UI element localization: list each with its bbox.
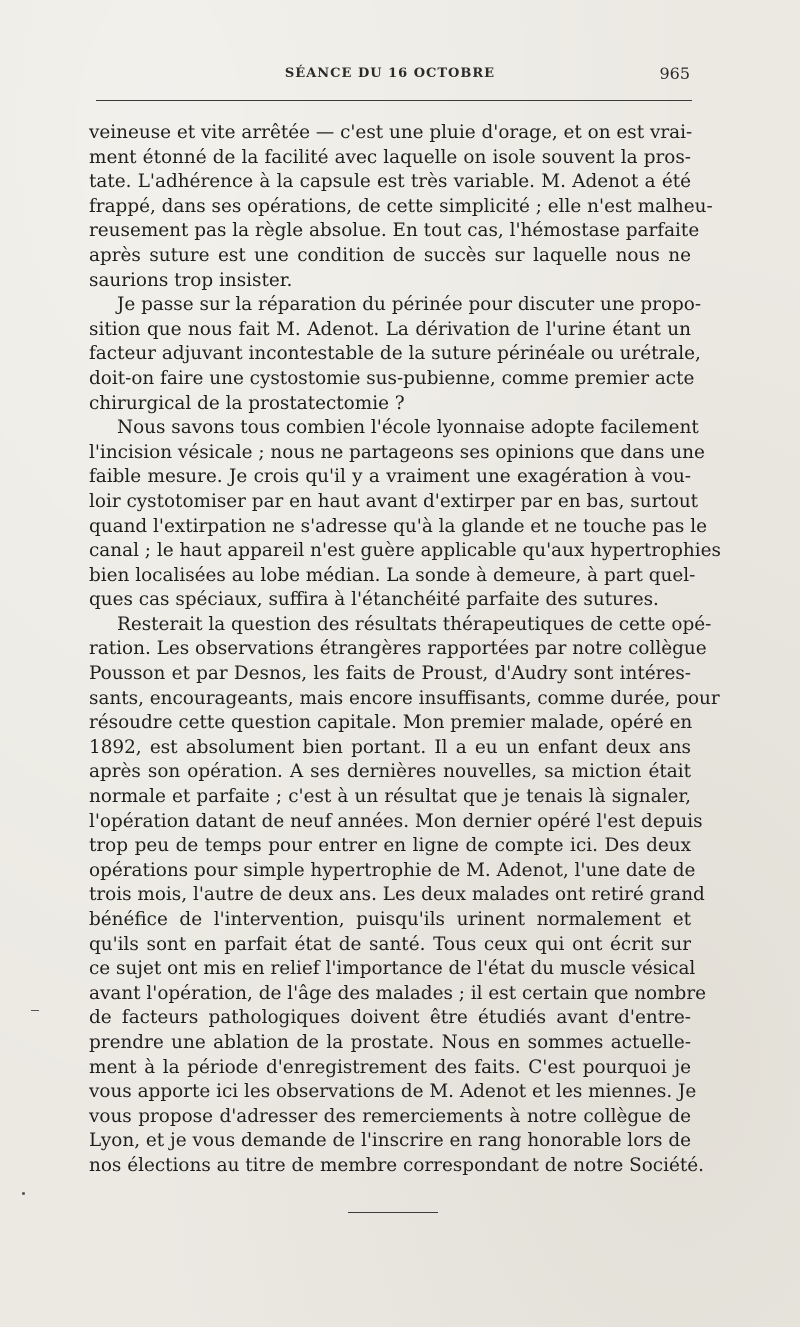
text-line: facteur adjuvant incontestable de la suture périnéale ou urétrale,: [89, 343, 701, 365]
text-line: 1892, est absolument bien portant. Il a eu un enfant deux ans: [89, 736, 691, 758]
header-rule: [96, 100, 692, 101]
text-line: avant l'opération, de l'âge des malades ; il est certain que nombre: [89, 982, 706, 1004]
text-line: Lyon, et je vous demande de l'inscrire en rang honorable lors de: [89, 1130, 691, 1152]
text-line: loir cystotomiser par en haut avant d'extirper par en bas, surtout: [89, 490, 699, 512]
text-line: ment à la période d'enregistrement des faits. C'est pourquoi je: [89, 1056, 691, 1078]
text-line: normale et parfaite ; c'est à un résultat que je tenais là signaler,: [89, 786, 691, 808]
text-line: Nous savons tous combien l'école lyonnaise adopte facilement: [117, 417, 699, 439]
text-line: saurions trop insister.: [89, 269, 293, 291]
text-line: frappé, dans ses opérations, de cette simplicité ; elle n'est malheu-: [89, 195, 713, 217]
header-title: SÉANCE DU 16 OCTOBRE: [284, 66, 496, 81]
running-header: [90, 62, 690, 92]
body-text: [89, 121, 721, 1179]
end-rule: [348, 1212, 438, 1213]
text-line: bien localisées au lobe médian. La sonde à demeure, à part quel-: [89, 564, 696, 586]
text-line: vous apporte ici les observations de M. Adenot et les miennes. Je: [89, 1081, 697, 1103]
text-line: veineuse et vite arrêtée — c'est une pluie d'orage, et on est vrai-: [89, 122, 693, 143]
text-line: faible mesure. Je crois qu'il y a vraiment une exagération à vou-: [89, 466, 691, 488]
text-line: résoudre cette question capitale. Mon premier malade, opéré en: [89, 712, 693, 734]
text-line: après suture est une condition de succès sur laquelle nous ne: [89, 244, 691, 266]
text-line: opérations pour simple hypertrophie de M. Adenot, l'une date de: [89, 859, 696, 881]
text-line: trois mois, l'autre de deux ans. Les deux malades ont retiré grand: [89, 884, 705, 906]
text-line: bénéfice de l'intervention, puisqu'ils urinent normalement et: [89, 909, 691, 930]
text-line: tate. L'adhérence à la capsule est très variable. M. Adenot a été: [89, 171, 691, 193]
text-line: Je passe sur la réparation du périnée pour discuter une propo-: [117, 294, 702, 316]
page-number: 965: [659, 64, 690, 83]
text-line: prendre une ablation de la prostate. Nous en sommes actuelle-: [89, 1031, 691, 1053]
text-line: chirurgical de la prostatectomie ?: [89, 392, 405, 414]
text-line: de facteurs pathologiques doivent être étudiés avant d'entre-: [89, 1007, 691, 1029]
text-line: qu'ils sont en parfait état de santé. Tous ceux qui ont écrit sur: [89, 933, 691, 955]
text-line: trop peu de temps pour entrer en ligne de compte ici. Des deux: [89, 835, 691, 857]
text-line: ce sujet ont mis en relief l'importance de l'état du muscle vésical: [89, 958, 696, 980]
text-line: ration. Les observations étrangères rapportées par notre collègue: [89, 638, 707, 660]
text-line: sition que nous fait M. Adenot. La dérivation de l'urine étant un: [89, 318, 691, 340]
text-line: Pousson et par Desnos, les faits de Proust, d'Audry sont intéres-: [89, 663, 691, 685]
text-line: reusement pas la règle absolue. En tout cas, l'hémostase parfaite: [89, 220, 700, 242]
text-line: doit-on faire une cystostomie sus-pubienne, comme premier acte: [89, 367, 695, 389]
text-line: nos élections au titre de membre correspondant de notre Société.: [89, 1154, 704, 1176]
text-line: ques cas spéciaux, suffira à l'étanchéité parfaite des sutures.: [89, 589, 659, 611]
paper-speck: [31, 1010, 39, 1011]
text-line: Resterait la question des résultats thérapeutiques de cette opé-: [117, 613, 712, 635]
text-line: canal ; le haut appareil n'est guère applicable qu'aux hypertrophies: [89, 540, 721, 562]
text-line: ment étonné de la facilité avec laquelle on isole souvent la pros-: [89, 146, 691, 168]
text-line: vous propose d'adresser des remerciements à notre collègue de: [89, 1105, 691, 1127]
text-line: sants, encourageants, mais encore insuffisants, comme durée, pour: [89, 687, 720, 709]
text-line: l'opération datant de neuf années. Mon dernier opéré l'est depuis: [89, 810, 703, 832]
text-line: quand l'extirpation ne s'adresse qu'à la glande et ne touche pas le: [89, 515, 707, 537]
text-line: après son opération. A ses dernières nouvelles, sa miction était: [89, 761, 691, 783]
paper-speck: [22, 1192, 25, 1195]
text-line: l'incision vésicale ; nous ne partageons ses opinions que dans une: [89, 441, 705, 463]
